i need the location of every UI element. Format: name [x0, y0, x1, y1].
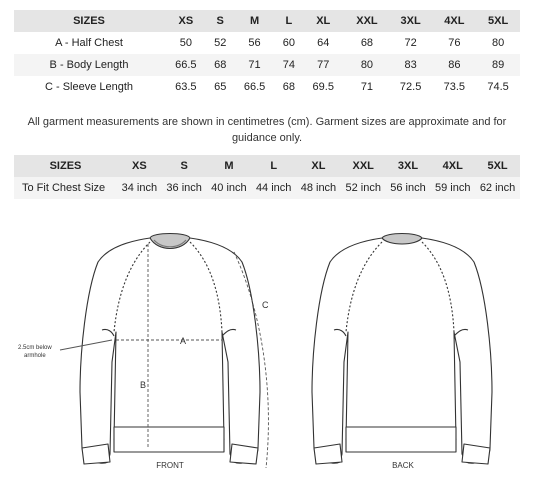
- table-cell: 56: [248, 37, 261, 49]
- table-cell: 56 inch: [386, 177, 431, 199]
- header-cell: XL: [301, 10, 345, 32]
- table-cell: 63.5: [175, 81, 197, 93]
- table-cell: 72.5: [399, 81, 422, 93]
- label-c: C: [262, 300, 269, 310]
- table-cell: 71: [360, 81, 374, 93]
- table-cell: 89: [476, 54, 520, 76]
- header-cell: SIZES: [14, 10, 164, 32]
- table-cell: 34 inch: [117, 177, 162, 199]
- table-cell: 36 inch: [162, 177, 207, 199]
- measurements-header-row: [14, 10, 520, 32]
- front-sweater-illustration: [80, 234, 260, 465]
- label-b: B: [139, 380, 146, 390]
- label-a: A: [179, 336, 187, 346]
- table-row: [14, 32, 520, 54]
- armhole-note-line1: 2.5cm below: [18, 345, 52, 351]
- table-cell: 68: [208, 54, 233, 76]
- table-cell: 86: [432, 54, 476, 76]
- table-row: [14, 54, 520, 76]
- header-cell: XS: [117, 155, 162, 177]
- header-cell: 5XL: [476, 10, 520, 32]
- table-cell: 68: [282, 81, 296, 93]
- row-label: A - Half Chest: [55, 37, 123, 49]
- header-cell: L: [251, 155, 296, 177]
- back-sweater-illustration: [312, 234, 492, 465]
- header-cell: XS: [164, 10, 208, 32]
- table-cell: 64: [317, 37, 330, 49]
- row-label: C - Sleeve Length: [44, 81, 134, 93]
- header-cell: 3XL: [386, 155, 431, 177]
- table-cell: 74.5: [487, 81, 509, 93]
- table-cell: 52 inch: [341, 177, 386, 199]
- table-cell: 50: [179, 37, 192, 49]
- table-row: [14, 177, 520, 199]
- header-cell: 4XL: [430, 155, 475, 177]
- header-cell: 3XL: [389, 10, 433, 32]
- table-cell: 83: [389, 54, 433, 76]
- fit-chest-table: [14, 155, 520, 199]
- header-cell: 4XL: [432, 10, 476, 32]
- header-cell: S: [162, 155, 207, 177]
- row-label: B - Body Length: [14, 54, 164, 76]
- back-label: BACK: [392, 461, 414, 470]
- table-cell: 73.5: [443, 81, 466, 93]
- measurements-table: [14, 10, 520, 98]
- table-cell: 59 inch: [430, 177, 475, 199]
- header-cell: SIZES: [14, 155, 117, 177]
- table-cell: 69.5: [312, 81, 334, 93]
- front-label: FRONT: [156, 461, 184, 470]
- table-cell: 71: [233, 54, 277, 76]
- row-label: To Fit Chest Size: [14, 177, 117, 199]
- header-cell: XXL: [345, 10, 389, 32]
- table-cell: 60: [282, 37, 296, 49]
- table-cell: 52: [214, 37, 227, 49]
- table-cell: 68: [360, 37, 374, 49]
- sweater-diagram: [0, 222, 533, 486]
- header-cell: M: [233, 10, 277, 32]
- table-cell: 40 inch: [207, 177, 252, 199]
- table-cell: 44 inch: [251, 177, 296, 199]
- header-cell: XL: [296, 155, 341, 177]
- header-cell: S: [208, 10, 233, 32]
- header-cell: M: [207, 155, 252, 177]
- header-cell: 5XL: [475, 155, 520, 177]
- table-cell: 48 inch: [296, 177, 341, 199]
- table-cell: 76: [448, 37, 461, 49]
- measurement-note: All garment measurements are shown in centimetres (cm). Garment sizes are approximate and for guidance only.: [27, 116, 507, 144]
- table-cell: 72: [404, 37, 417, 49]
- fit-header-row: [14, 155, 520, 177]
- table-cell: 74: [276, 54, 301, 76]
- table-cell: 77: [301, 54, 345, 76]
- table-cell: 65: [214, 81, 227, 93]
- table-cell: 66.5: [243, 81, 266, 93]
- header-cell: XXL: [341, 155, 386, 177]
- header-cell: L: [276, 10, 301, 32]
- table-cell: 66.5: [164, 54, 208, 76]
- armhole-note-line2: armhole: [24, 353, 46, 359]
- table-cell: 80: [345, 54, 389, 76]
- table-cell: 62 inch: [475, 177, 520, 199]
- table-row: [14, 76, 520, 98]
- table-cell: 80: [491, 37, 505, 49]
